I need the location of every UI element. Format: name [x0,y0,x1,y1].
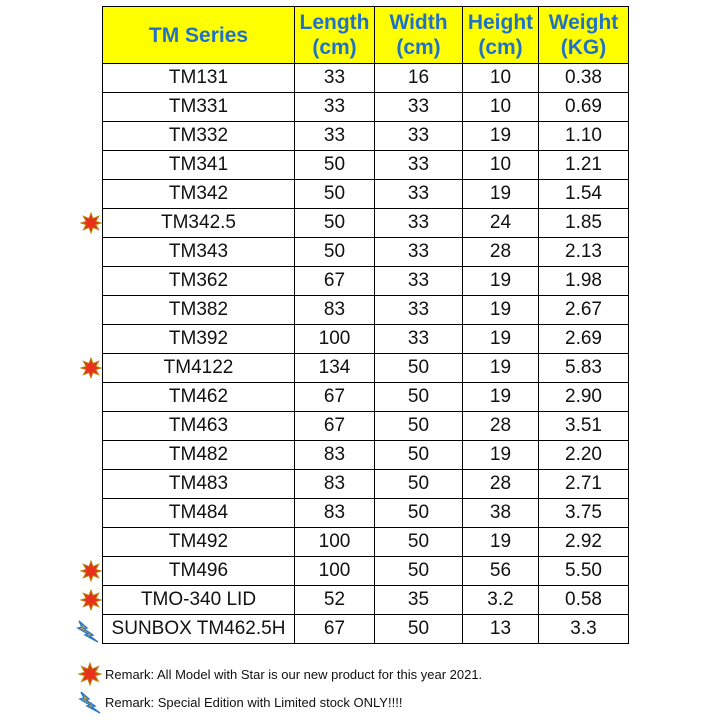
cell-model: TM382 [103,296,295,325]
cell-height: 28 [463,412,539,441]
table-row [103,122,629,151]
cell-model: TM343 [103,238,295,267]
cell-length: 52 [295,586,375,615]
cell-weight: 0.58 [539,586,629,615]
cell-weight: 3.51 [539,412,629,441]
lightning-icon [76,618,98,640]
cell-height: 19 [463,441,539,470]
table-row [103,180,629,209]
cell-length: 100 [295,528,375,557]
cell-model: TM331 [103,93,295,122]
table-row [103,325,629,354]
lightning-icon [78,690,102,714]
cell-model: TM462 [103,383,295,412]
cell-height: 19 [463,296,539,325]
table-row [103,441,629,470]
remark-new-product [78,662,482,686]
cell-model: TM131 [103,64,295,93]
cell-weight: 1.85 [539,209,629,238]
cell-width: 50 [375,528,463,557]
cell-width: 50 [375,470,463,499]
cell-model: SUNBOX TM462.5H [103,615,295,644]
cell-height: 28 [463,470,539,499]
cell-length: 83 [295,296,375,325]
cell-weight: 1.54 [539,180,629,209]
cell-height: 13 [463,615,539,644]
cell-length: 67 [295,615,375,644]
cell-weight: 0.38 [539,64,629,93]
cell-height: 19 [463,267,539,296]
remark-text: Remark: Special Edition with Limited stock ONLY!!!! [105,694,403,710]
cell-weight: 2.67 [539,296,629,325]
table-row [103,383,629,412]
table-row [103,93,629,122]
header-length: Length (cm) [295,7,375,64]
header-weight: Weight (KG) [539,7,629,64]
cell-width: 50 [375,615,463,644]
table-body [103,64,629,644]
cell-length: 33 [295,122,375,151]
cell-weight: 5.83 [539,354,629,383]
cell-weight: 3.75 [539,499,629,528]
table-row [103,267,629,296]
table-row [103,499,629,528]
cell-model: TMO-340 LID [103,586,295,615]
cell-model: TM342 [103,180,295,209]
cell-model: TM4122 [103,354,295,383]
cell-width: 50 [375,354,463,383]
table-row [103,470,629,499]
cell-height: 19 [463,354,539,383]
star-icon [80,212,102,234]
remark-special-edition [78,690,402,714]
table-row [103,209,629,238]
cell-height: 19 [463,122,539,151]
cell-height: 38 [463,499,539,528]
cell-height: 10 [463,151,539,180]
cell-length: 50 [295,209,375,238]
cell-width: 33 [375,122,463,151]
cell-weight: 2.92 [539,528,629,557]
star-icon [80,589,102,611]
cell-height: 10 [463,93,539,122]
cell-width: 33 [375,180,463,209]
cell-weight: 1.21 [539,151,629,180]
cell-model: TM482 [103,441,295,470]
cell-model: TM492 [103,528,295,557]
cell-width: 50 [375,383,463,412]
cell-length: 50 [295,180,375,209]
cell-height: 3.2 [463,586,539,615]
header-model: TM Series [103,7,295,64]
cell-width: 33 [375,238,463,267]
cell-height: 28 [463,238,539,267]
cell-length: 83 [295,499,375,528]
cell-weight: 2.90 [539,383,629,412]
cell-length: 50 [295,151,375,180]
table-row [103,64,629,93]
table-row [103,528,629,557]
star-icon [78,662,102,686]
cell-width: 33 [375,93,463,122]
cell-model: TM341 [103,151,295,180]
table-row [103,238,629,267]
cell-length: 134 [295,354,375,383]
cell-weight: 1.98 [539,267,629,296]
cell-weight: 2.20 [539,441,629,470]
table-row [103,615,629,644]
header-row [103,7,629,64]
cell-model: TM392 [103,325,295,354]
cell-height: 19 [463,528,539,557]
cell-weight: 2.13 [539,238,629,267]
cell-width: 33 [375,267,463,296]
table-row [103,557,629,586]
cell-weight: 2.69 [539,325,629,354]
cell-length: 100 [295,325,375,354]
cell-model: TM332 [103,122,295,151]
cell-model: TM484 [103,499,295,528]
cell-weight: 0.69 [539,93,629,122]
cell-height: 19 [463,325,539,354]
cell-length: 67 [295,383,375,412]
cell-model: TM342.5 [103,209,295,238]
cell-height: 10 [463,64,539,93]
cell-width: 16 [375,64,463,93]
cell-weight: 5.50 [539,557,629,586]
cell-weight: 3.3 [539,615,629,644]
cell-model: TM496 [103,557,295,586]
cell-length: 83 [295,470,375,499]
cell-width: 50 [375,441,463,470]
cell-width: 50 [375,412,463,441]
cell-length: 100 [295,557,375,586]
table-row [103,354,629,383]
cell-width: 33 [375,209,463,238]
cell-weight: 1.10 [539,122,629,151]
remark-text: Remark: All Model with Star is our new product for this year 2021. [105,666,483,682]
cell-height: 19 [463,383,539,412]
table-row [103,586,629,615]
cell-height: 24 [463,209,539,238]
cell-length: 33 [295,64,375,93]
cell-model: TM463 [103,412,295,441]
cell-weight: 2.71 [539,470,629,499]
cell-height: 56 [463,557,539,586]
cell-length: 33 [295,93,375,122]
cell-width: 33 [375,325,463,354]
header-height: Height (cm) [463,7,539,64]
cell-length: 50 [295,238,375,267]
table-row [103,151,629,180]
star-icon [80,357,102,379]
cell-width: 50 [375,557,463,586]
table-row [103,412,629,441]
cell-length: 67 [295,412,375,441]
cell-height: 19 [463,180,539,209]
cell-width: 33 [375,151,463,180]
header-width: Width (cm) [375,7,463,64]
cell-model: TM362 [103,267,295,296]
cell-width: 35 [375,586,463,615]
table-row [103,296,629,325]
cell-width: 50 [375,499,463,528]
cell-length: 83 [295,441,375,470]
cell-width: 33 [375,296,463,325]
cell-length: 67 [295,267,375,296]
cell-model: TM483 [103,470,295,499]
star-icon [80,560,102,582]
spec-table [102,6,629,644]
table-header [103,7,629,64]
